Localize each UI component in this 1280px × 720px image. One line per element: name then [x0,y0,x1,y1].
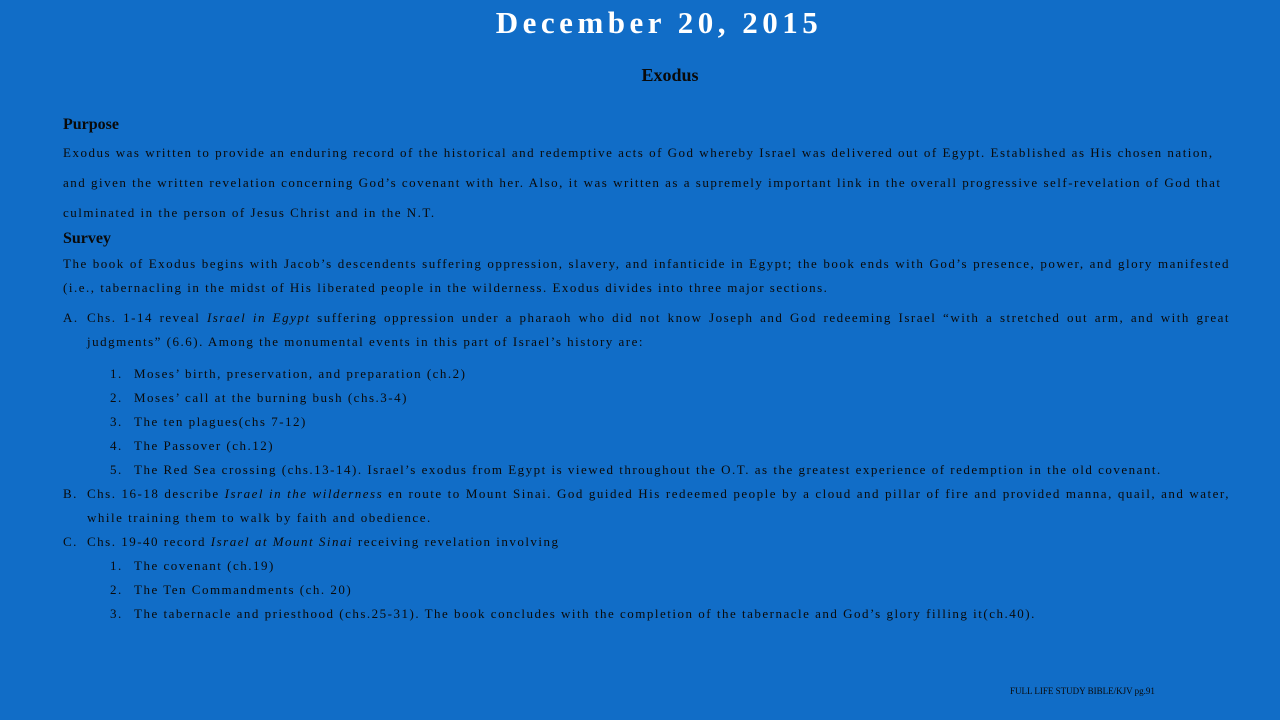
section-c-list [63,554,1230,626]
list-item: 1. The covenant (ch.19) [110,558,275,573]
section-a-list [63,362,1230,482]
outline-text: Chs. 1-14 reveal Israel in Egypt suffering oppression under a pharaoh who did not know Joseph and God redeeming Israel “with a stretched out arm, and with great judgments” (6.6). Among the monumental events in this part of Israel’s history are: [87,310,1230,349]
emphasis-text: Israel in the wilderness [224,486,384,501]
outline-section-b [63,482,1230,530]
purpose-heading: Purpose [63,116,119,133]
emphasis-text: Israel at Mount Sinai [210,534,354,549]
outline-section-a [63,306,1230,354]
slide-body [63,114,1230,626]
slide-subtitle: Exodus [641,65,699,85]
slide-title: December 20, 2015 [495,5,823,40]
outline-text: Chs. 19-40 record Israel at Mount Sinai receiving revelation involving [87,534,560,549]
outline-label: A. [63,310,79,325]
list-item: 1. Moses’ birth, preservation, and preparation (ch.2) [110,366,467,381]
survey-heading: Survey [63,230,111,247]
emphasis-text: Israel in Egypt [206,310,311,325]
outline-label: B. [63,486,78,501]
list-item: 4. The Passover (ch.12) [110,438,275,453]
outline-label: C. [63,534,78,549]
list-item: 3. The tabernacle and priesthood (chs.25-31). The book concludes with the completion of the tabernacle and God’s glory filling it(ch.40). [110,606,1036,621]
outline-text: Chs. 16-18 describe Israel in the wilderness en route to Mount Sinai. God guided His redeemed people by a cloud and pillar of fire and provided manna, quail, and water, while training them to walk by faith and obedience. [87,486,1230,525]
list-item: 2. Moses’ call at the burning bush (chs.3-4) [110,390,408,405]
list-item: 5. The Red Sea crossing (chs.13-14). Israel’s exodus from Egypt is viewed throughout the O.T. as the greatest experience of redemption in the old covenant. [110,462,1162,477]
survey-paragraph: The book of Exodus begins with Jacob’s descendents suffering oppression, slavery, and infanticide in Egypt; the book ends with God’s presence, power, and glory manifested (i.e., tabernacling in the midst of His liberated people in the wilderness. Exodus divides into three major sections. [63,256,1230,295]
outline-section-c [63,530,1230,554]
source-credit: FULL LIFE STUDY BIBLE/KJV pg.91 [1010,686,1155,696]
purpose-paragraph: Exodus was written to provide an enduring record of the historical and redemptive acts of God whereby Israel was delivered out of Egypt. Established as His chosen nation, and given the written revelation concerning God’s covenant with her. Also, it was written as a supremely important link in the overall progressive self-revelation of God that culminated in the person of Jesus Christ and in the N.T. [63,145,1222,220]
list-item: 2. The Ten Commandments (ch. 20) [110,582,353,597]
list-item: 3. The ten plagues(chs 7-12) [110,414,307,429]
